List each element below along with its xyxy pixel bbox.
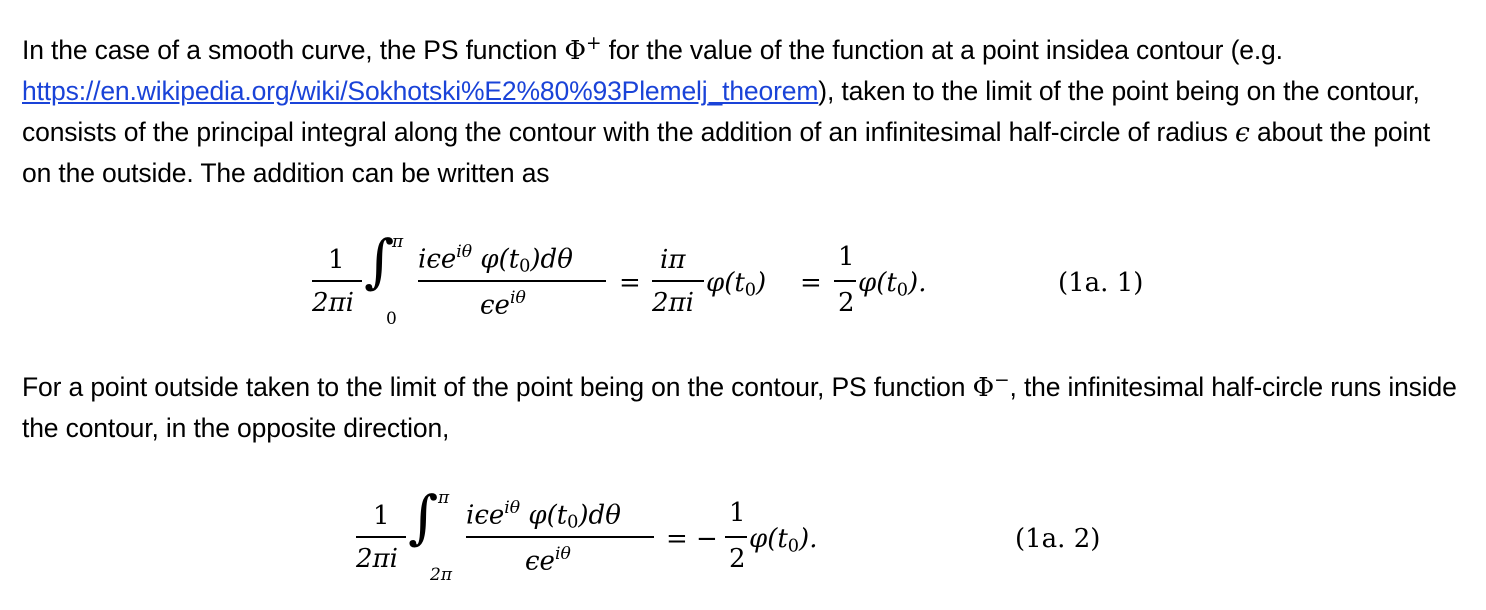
phi-superscript: − (994, 369, 1010, 391)
middle-denominator: 2πi (652, 288, 694, 318)
paragraph-outside (22, 367, 1462, 449)
integral-lower-limit: 2π (430, 565, 452, 585)
text: For a point outside taken to the limit of the point being on the contour, PS function (22, 372, 973, 402)
phi-superscript: + (585, 32, 602, 54)
fraction-bar (725, 536, 747, 538)
integrand-denominator: $\epsilon e^{i\theta}$ (525, 544, 571, 577)
half-numerator: 1 (838, 242, 855, 272)
equals-sign: = (619, 268, 641, 298)
text: ), taken to the limit of the point being on the contour, consists of the principal integral along the contour with the addition of an infinitesimal half-circle of radius (22, 76, 1420, 147)
half-denominator: 2 (838, 288, 855, 318)
text: , the infinitesimal half-circle runs inside the contour, in the opposite direction, (22, 372, 1457, 443)
integral-upper-limit: π (438, 488, 450, 508)
right-term: $\varphi(t_0)$. (858, 268, 927, 301)
fraction-bar (652, 280, 704, 282)
integral-sign: ∫ (408, 483, 439, 551)
integral-upper-limit: π (392, 232, 404, 252)
text: for the value of the function at a point insidea contour (e.g. (601, 35, 1283, 65)
equals-minus: = − (666, 524, 718, 554)
equation-label: (1a. 1) (1058, 268, 1144, 298)
coef-numerator: 1 (328, 245, 345, 275)
fraction-bar (356, 536, 406, 538)
integrand-numerator: iϵe$^{i\theta}$ $\varphi(t_0)d\theta$ (466, 498, 621, 533)
wikipedia-link[interactable]: https://en.wikipedia.org/wiki/Sokhotski%E2%80%93Plemelj_theorem (22, 76, 819, 106)
equals-sign: = (800, 268, 822, 298)
coef-denominator: 2πi (312, 288, 354, 318)
epsilon-symbol: ϵ (1235, 117, 1250, 148)
integrand-numerator: iϵe$^{i\theta}$ $\varphi(t_0)d\theta$ (418, 242, 573, 277)
paragraph-intro (22, 30, 1462, 194)
fraction-bar (418, 280, 606, 282)
coef-denominator: 2πi (356, 544, 398, 574)
text: In the case of a smooth curve, the PS function (22, 35, 565, 65)
phi-symbol: Φ (564, 35, 586, 66)
half-denominator: 2 (729, 544, 746, 574)
phi-symbol: Φ (972, 372, 995, 403)
half-numerator: 1 (729, 498, 746, 528)
integral-lower-limit: 0 (386, 309, 397, 329)
fraction-bar (312, 280, 362, 282)
integrand-denominator: $\epsilon e^{i\theta}$ (480, 288, 526, 321)
text: about the point on the outside. The addition can be written as (22, 117, 1431, 188)
right-term: $\varphi(t_0)$. (749, 524, 818, 557)
middle-numerator: iπ (660, 245, 686, 275)
integral-sign: ∫ (364, 227, 395, 295)
middle-term: $\varphi(t_0)$ (706, 268, 767, 301)
coef-numerator: 1 (373, 501, 390, 531)
equation-label: (1a. 2) (1015, 524, 1101, 554)
fraction-bar (466, 536, 654, 538)
fraction-bar (834, 280, 856, 282)
